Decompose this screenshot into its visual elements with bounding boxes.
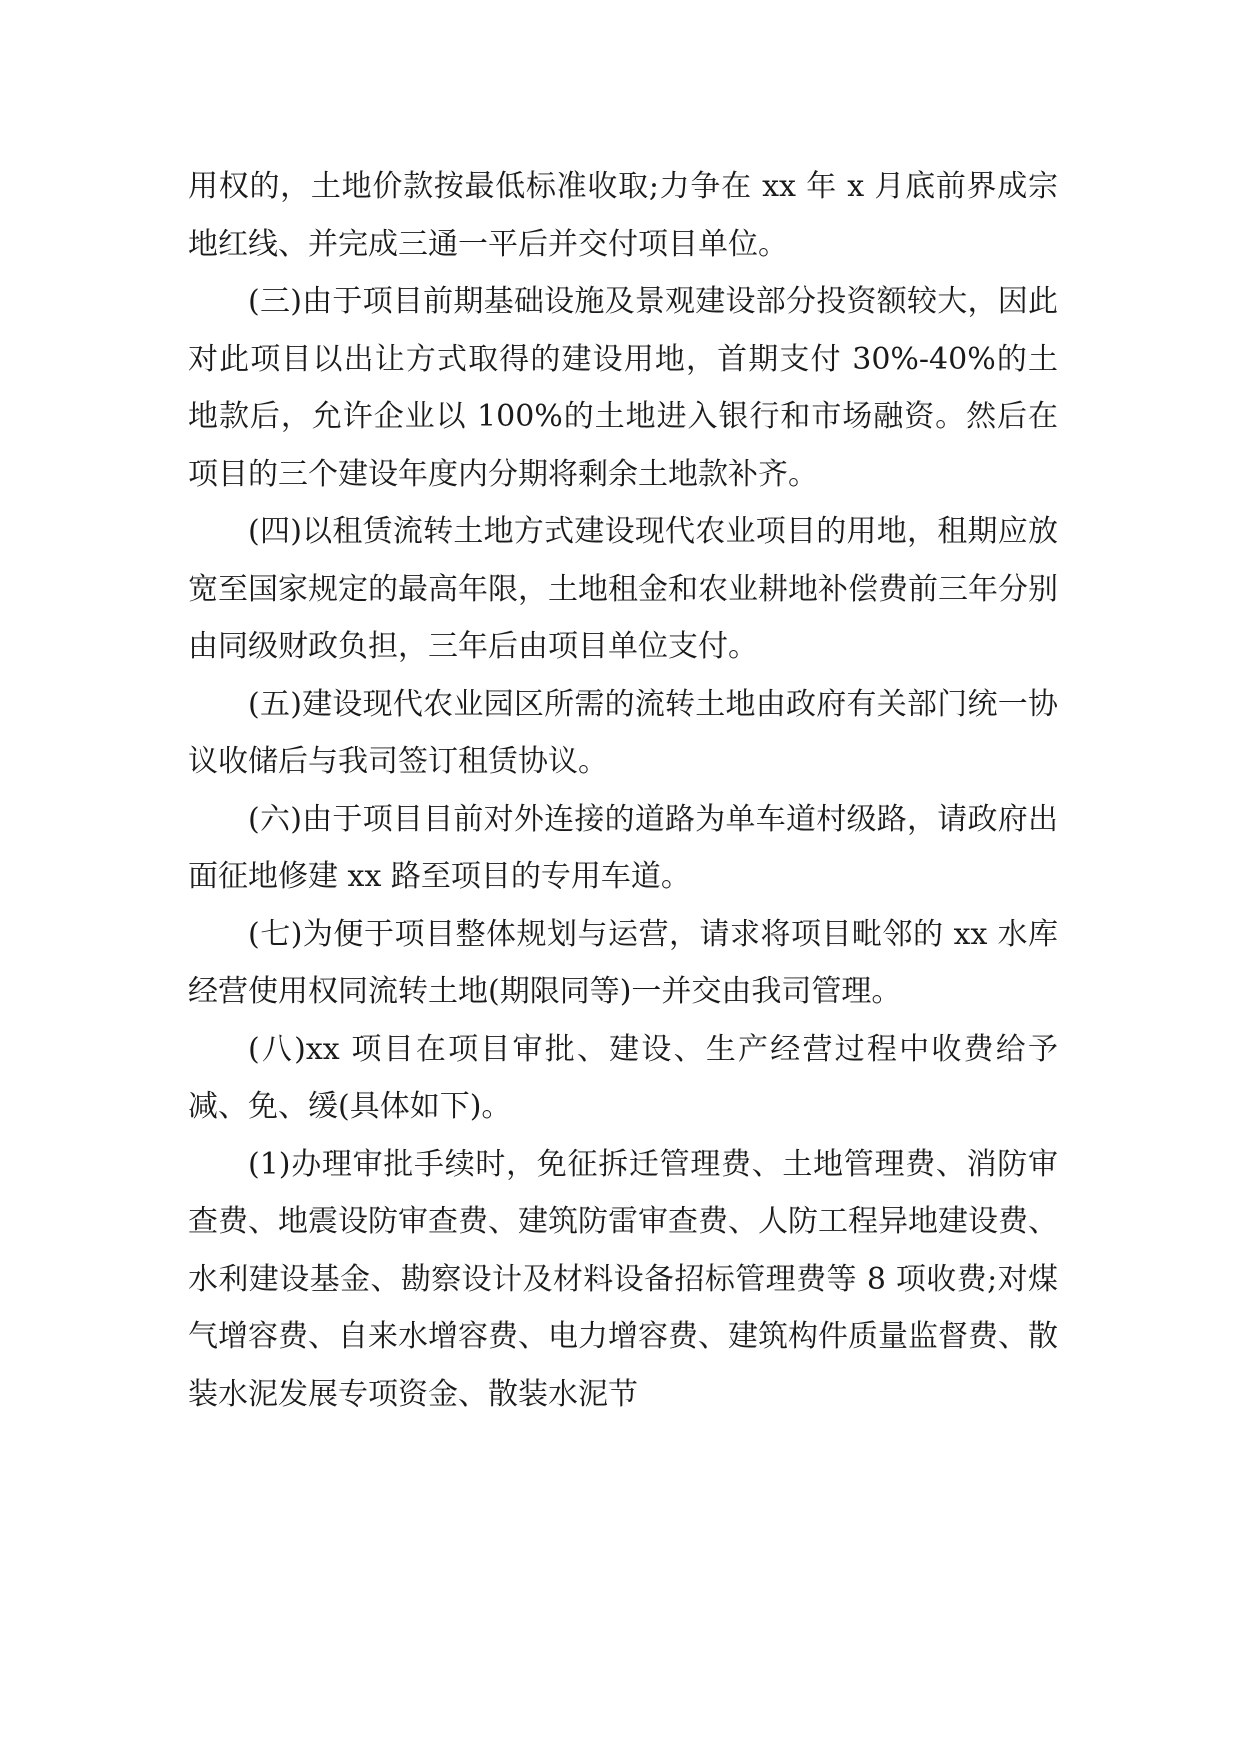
paragraph-3: (四)以租赁流转土地方式建设现代农业项目的用地，租期应放宽至国家规定的最高年限，土地租金和农业耕地补偿费前三年分别由同级财政负担，三年后由项目单位支付。 — [188, 514, 1058, 664]
paragraph-2: (三)由于项目前期基础设施及景观建设部分投资额较大，因此对此项目以出让方式取得的建设用地，首期支付 30%-40%的土地款后，允许企业以 100%的土地进入银行和市场融资。然后在项目的三个建设年度内分期将剩余土地款补齐。 — [188, 284, 1058, 492]
paragraph-4: (五)建设现代农业园区所需的流转土地由政府有关部门统一协议收储后与我司签订租赁协议。 — [188, 686, 1058, 779]
paragraph-1: 用权的，土地价款按最低标准收取;力争在 xx 年 x 月底前界成宗地红线、并完成三通一平后并交付项目单位。 — [188, 169, 1058, 262]
paragraph-6: (七)为便于项目整体规划与运营，请求将项目毗邻的 xx 水库经营使用权同流转土地(期限同等)一并交由我司管理。 — [188, 916, 1058, 1009]
paragraph-7: (八)xx 项目在项目审批、建设、生产经营过程中收费给予减、免、缓(具体如下)。 — [188, 1031, 1058, 1124]
paragraph-5: (六)由于项目目前对外连接的道路为单车道村级路，请政府出面征地修建 xx 路至项目的专用车道。 — [188, 801, 1058, 894]
paragraph-8: (1)办理审批手续时，免征拆迁管理费、土地管理费、消防审查费、地震设防审查费、建筑防雷审查费、人防工程异地建设费、水利建设基金、勘察设计及材料设备招标管理费等 8 项收费;对煤气增容费、自来水增容费、电力增容费、建筑构件质量监督费、散装水泥发展专项资金、散装水泥节 — [188, 1146, 1058, 1412]
document-body — [188, 158, 1058, 1423]
